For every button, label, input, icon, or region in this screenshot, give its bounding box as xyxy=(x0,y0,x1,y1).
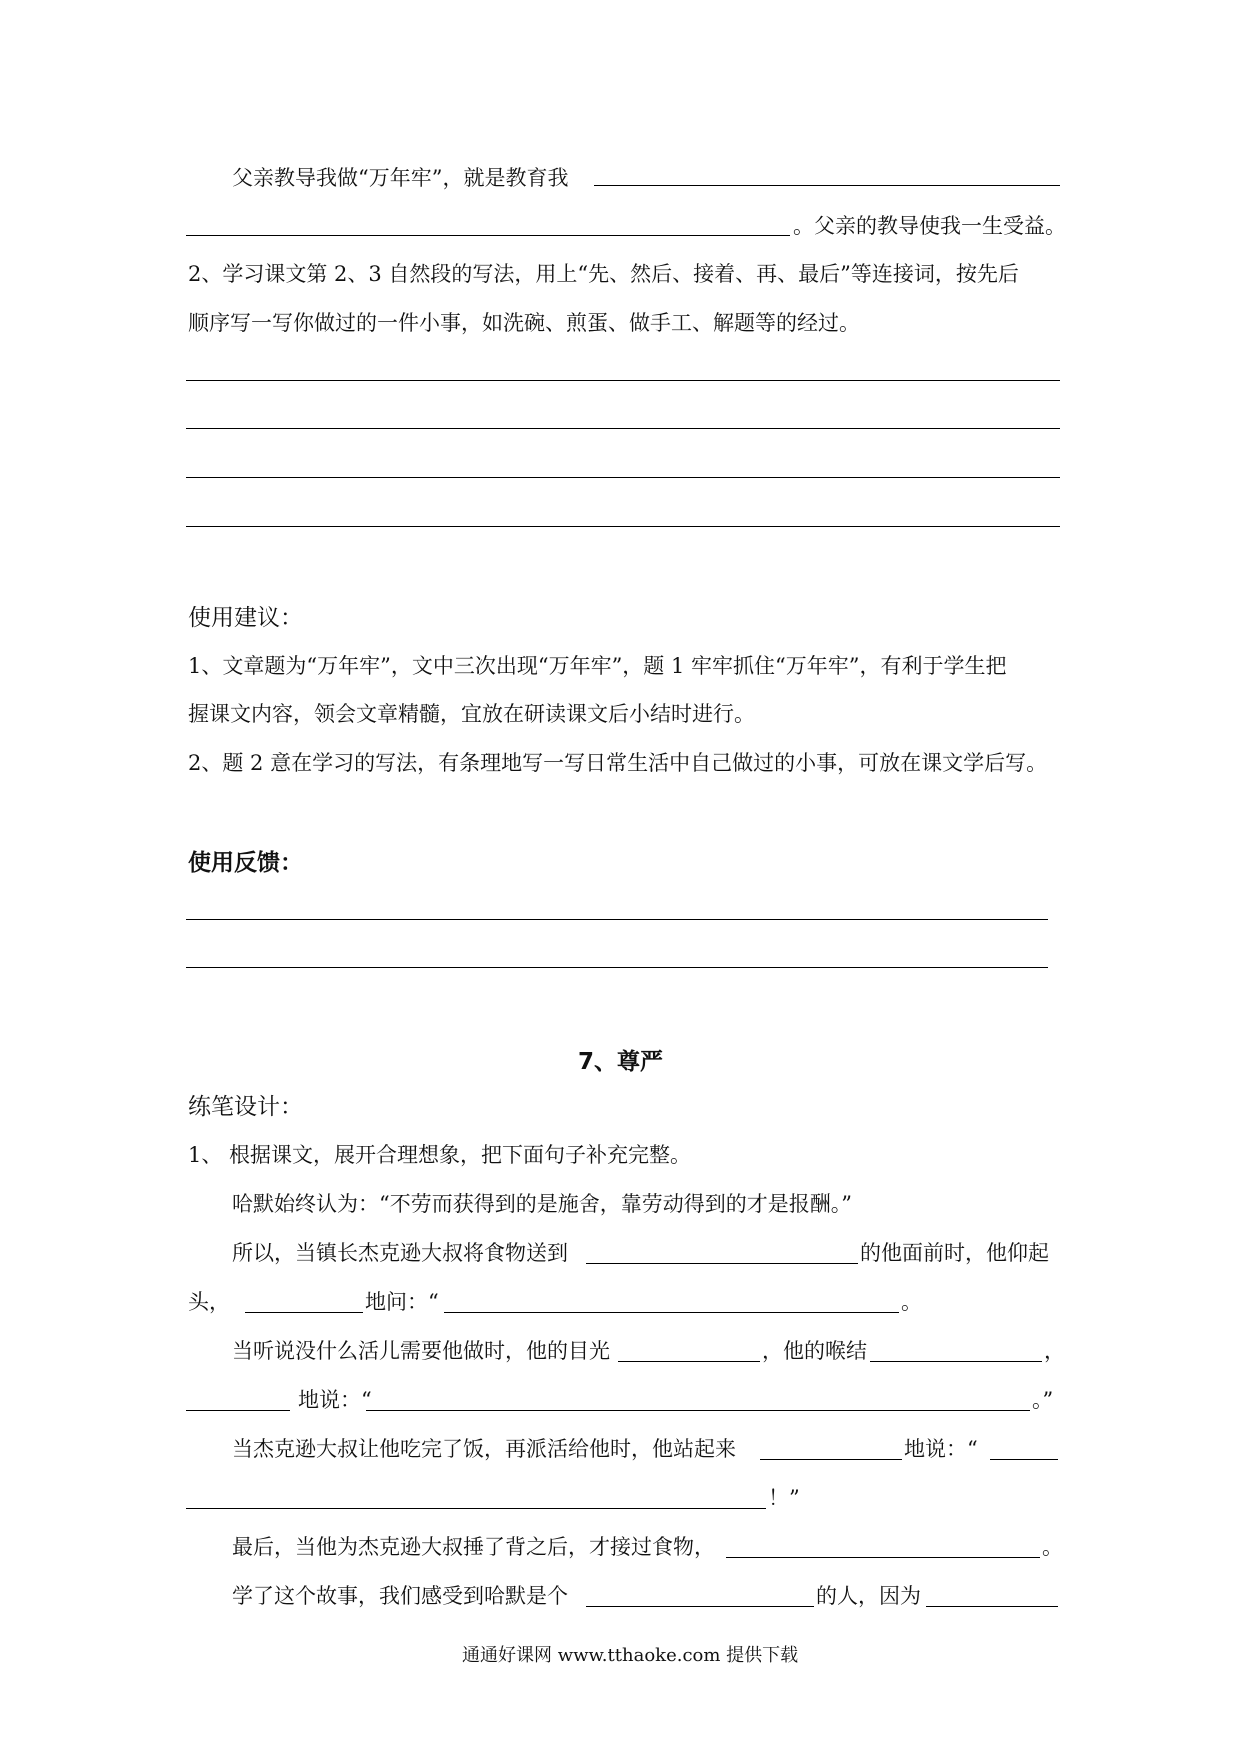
feedback-line-1[interactable] xyxy=(186,919,1048,920)
p2-text-b: 地问：“ xyxy=(365,1290,439,1314)
blank-q1-a[interactable] xyxy=(594,185,1060,186)
p4-text-b: 。” xyxy=(1032,1388,1054,1412)
p2-text-a: 头， xyxy=(188,1290,230,1314)
design-heading: 练笔设计： xyxy=(188,1094,303,1120)
blank-p6[interactable] xyxy=(186,1508,766,1509)
lesson7-q1-intro: 1、 根据课文，展开合理想象，把下面句子补充完整。 xyxy=(188,1143,692,1167)
p5-text-a: 当杰克逊大叔让他吃完了饭，再派活给他时，他站起来 xyxy=(232,1437,736,1461)
p2-text-c: 。 xyxy=(901,1290,922,1314)
quote-line: 哈默始终认为：“不劳而获得到的是施舍，靠劳动得到的才是报酬。” xyxy=(232,1192,852,1216)
answer-line-1[interactable] xyxy=(186,380,1060,381)
p7-text-a: 最后，当他为杰克逊大叔捶了背之后，才接过食物， xyxy=(232,1535,715,1559)
blank-p2-b[interactable] xyxy=(444,1312,899,1313)
exercise-q1-line1: 父亲教导我做“万年牢”，就是教育我 xyxy=(232,166,569,190)
exercise-q2-line1: 2、学习课文第 2、3 自然段的写法，用上“先、然后、接着、再、最后”等连接词，按先后 xyxy=(188,262,1019,286)
p8-text-a: 学了这个故事，我们感受到哈默是个 xyxy=(232,1584,568,1608)
advice-item2: 2、题 2 意在学习的写法，有条理地写一写日常生活中自己做过的小事，可放在课文学后写。 xyxy=(188,751,1048,775)
usage-feedback-heading: 使用反馈： xyxy=(188,850,303,876)
blank-p8-a[interactable] xyxy=(586,1606,814,1607)
blank-p2-a[interactable] xyxy=(245,1312,363,1313)
p5-text-b: 地说：“ xyxy=(904,1437,978,1461)
answer-line-2[interactable] xyxy=(186,428,1060,429)
p4-text-a: 地说：“ xyxy=(298,1388,372,1412)
p1-text-b: 的他面前时，他仰起 xyxy=(860,1241,1049,1265)
blank-p4-a[interactable] xyxy=(186,1410,290,1411)
exercise-q1-line2: 。父亲的教导使我一生受益。 xyxy=(793,214,1066,238)
blank-p5-b[interactable] xyxy=(990,1459,1058,1460)
blank-p5-a[interactable] xyxy=(760,1459,902,1460)
p7-text-b: 。 xyxy=(1042,1535,1063,1559)
advice-item1-line2: 握课文内容，领会文章精髓，宜放在研读课文后小结时进行。 xyxy=(188,702,755,726)
answer-line-3[interactable] xyxy=(186,477,1060,478)
blank-p1[interactable] xyxy=(586,1263,858,1264)
blank-p3-a[interactable] xyxy=(618,1361,760,1362)
blank-q1-b[interactable] xyxy=(186,235,790,236)
exercise-q2-line2: 顺序写一写你做过的一件小事，如洗碗、煎蛋、做手工、解题等的经过。 xyxy=(188,311,860,335)
feedback-line-2[interactable] xyxy=(186,967,1048,968)
p3-text-c: ， xyxy=(1044,1339,1065,1363)
usage-advice-heading: 使用建议： xyxy=(188,605,303,631)
answer-line-4[interactable] xyxy=(186,526,1060,527)
blank-p3-b[interactable] xyxy=(870,1361,1042,1362)
p3-text-b: ，他的喉结 xyxy=(762,1339,867,1363)
blank-p8-b[interactable] xyxy=(926,1606,1058,1607)
blank-p7[interactable] xyxy=(726,1557,1040,1558)
blank-p4-b[interactable] xyxy=(366,1410,1030,1411)
p8-text-b: 的人，因为 xyxy=(816,1584,921,1608)
p3-text-a: 当听说没什么活儿需要他做时，他的目光 xyxy=(232,1339,610,1363)
advice-item1-line1: 1、文章题为“万年牢”，文中三次出现“万年牢”，题 1 牢牢抓住“万年牢”，有利于学生把 xyxy=(188,654,1007,678)
p1-text-a: 所以，当镇长杰克逊大叔将食物送到 xyxy=(232,1241,568,1265)
lesson-title: 7、尊严 xyxy=(578,1049,664,1075)
p6-text-a: ！” xyxy=(768,1486,800,1510)
footer-text: 通通好课网 www.tthaoke.com 提供下载 xyxy=(462,1645,799,1666)
